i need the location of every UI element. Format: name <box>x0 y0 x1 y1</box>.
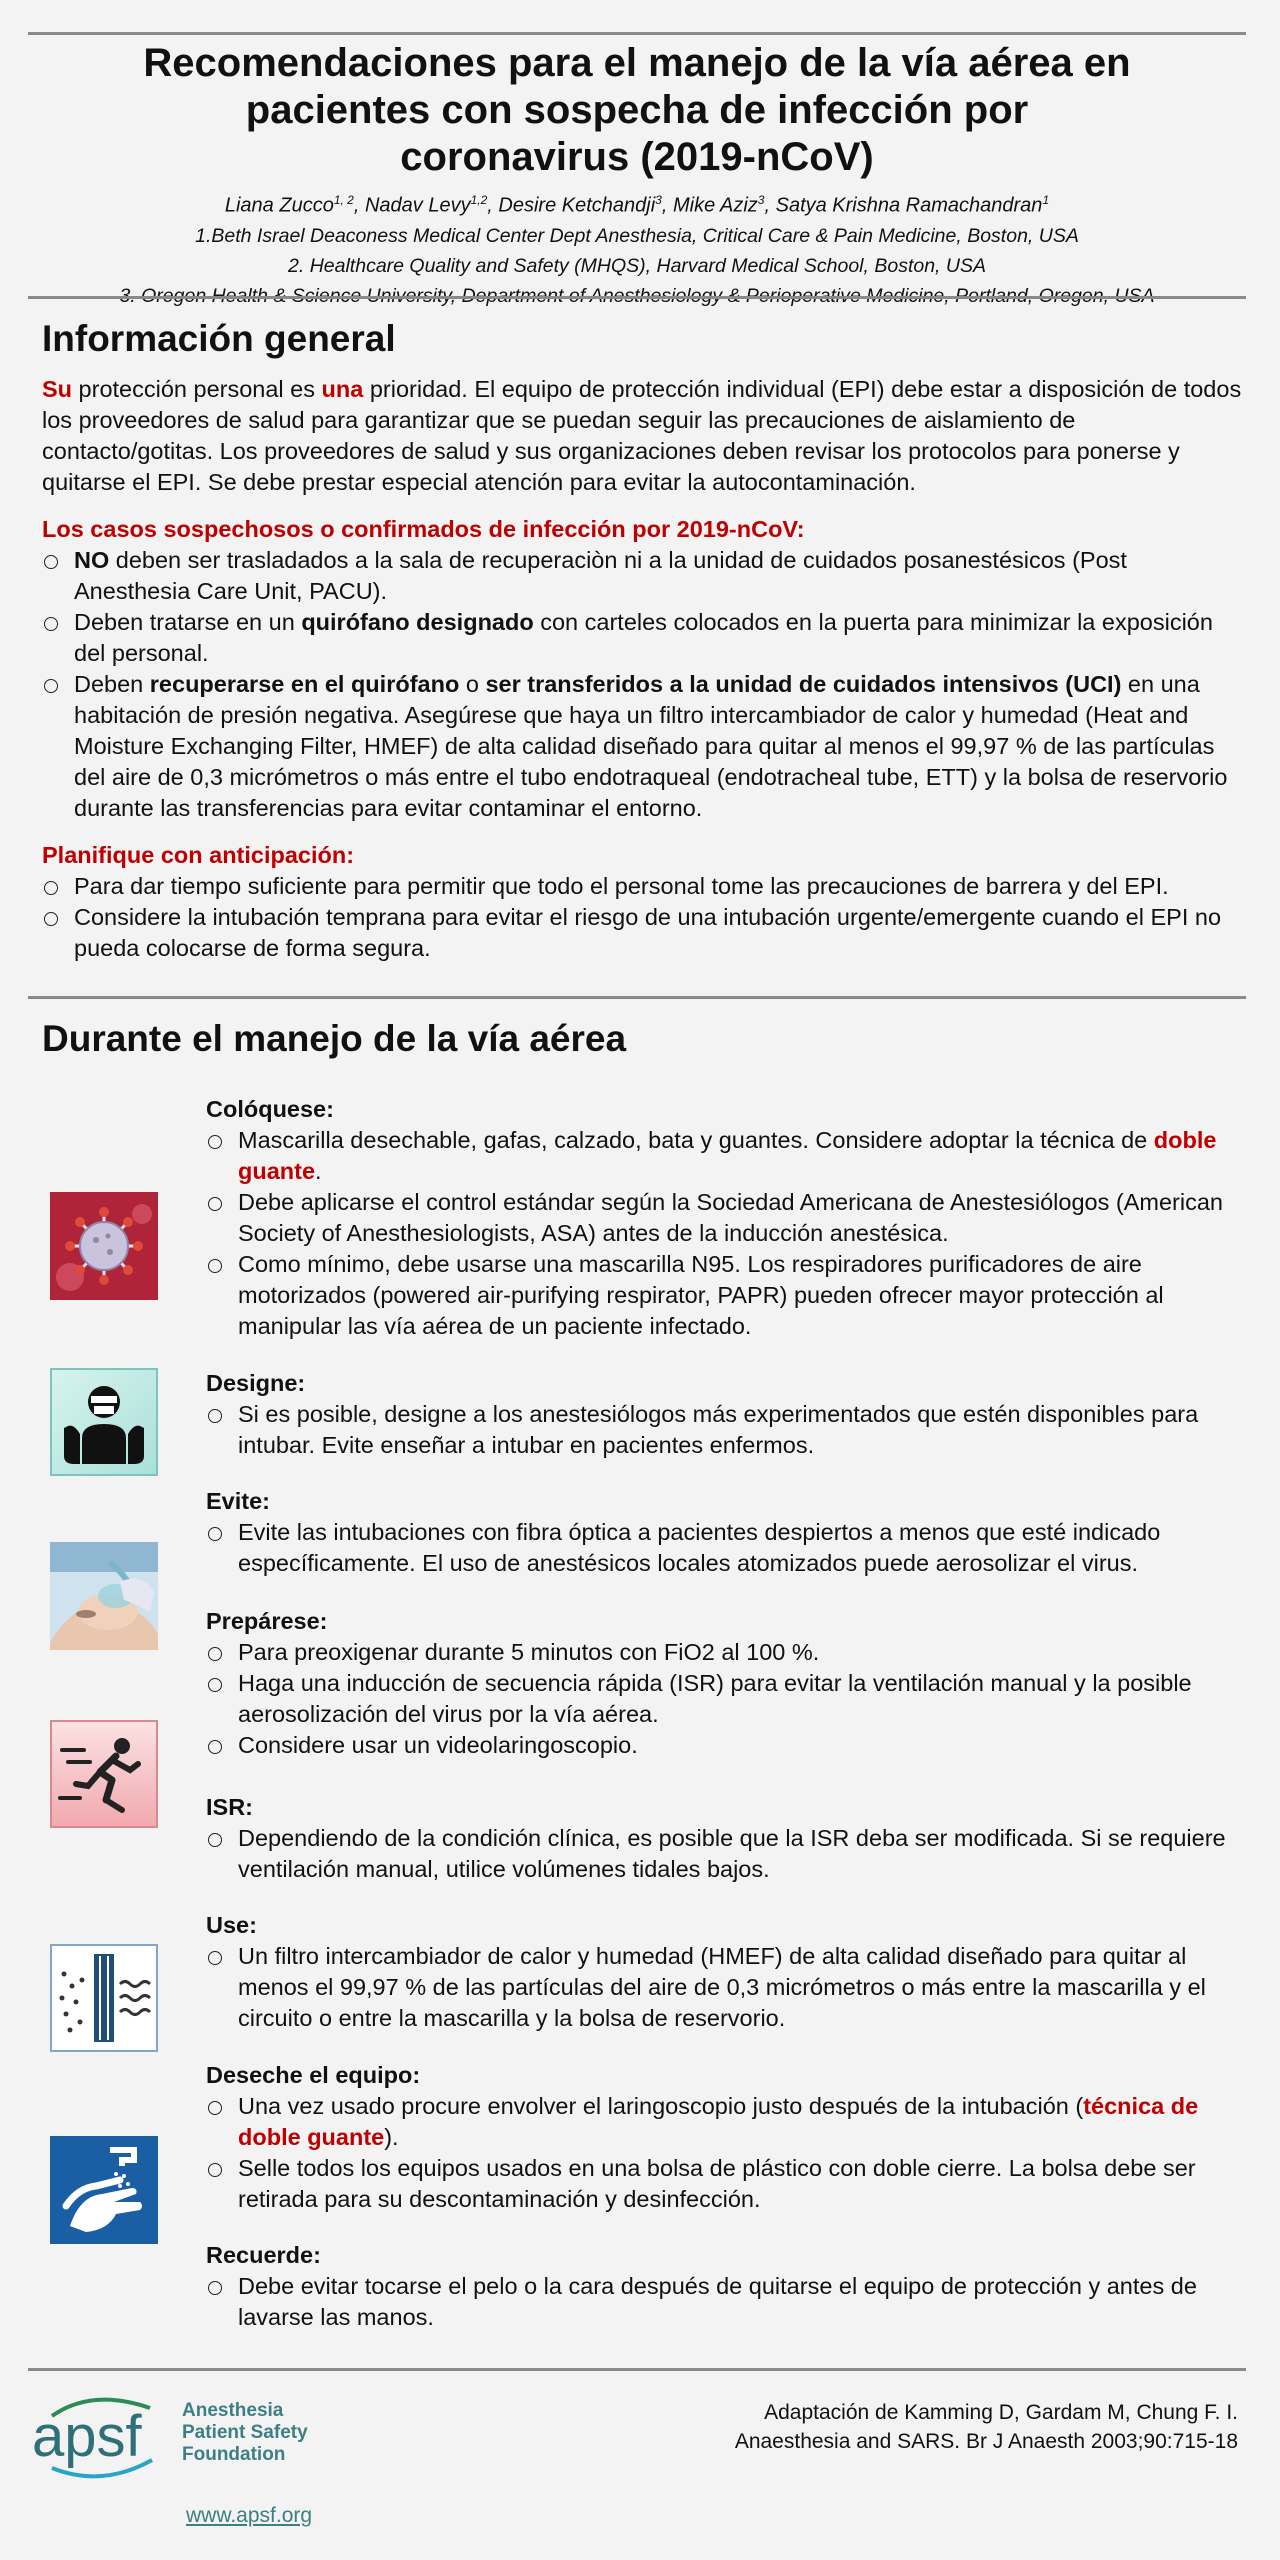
protective-gear-icon <box>50 1368 158 1476</box>
coloquese-heading: Colóquese: <box>206 1096 334 1122</box>
apsf-logo-text: apsf <box>32 2404 142 2469</box>
cases-list <box>42 545 1242 824</box>
list-item: Como mínimo, debe usarse una mascarilla N95. Los respiradores purificadores de aire motorizados (powered air-purifying respirator, PAPR) pueden ofrecer mayor protección al manipular las vía aérea de un paciente infectado. <box>206 1249 1246 1342</box>
designe-heading: Designe: <box>206 1370 306 1396</box>
list-item: Haga una inducción de secuencia rápida (ISR) para evitar la ventilación manual y la posible aerosolización del virus por la vía aérea. <box>206 1668 1246 1730</box>
preparese-heading: Prepárese: <box>206 1608 328 1634</box>
general-intro: Su protección personal es una prioridad. El equipo de protección individual (EPI) debe estar a disposición de todos los proveedores de salud para garantizar que se puedan seguir las precauciones de aislamiento de contacto/gotitas. Los proveedores de salud y sus organizaciones deben revisar los protocolos para ponerse y quitarse el EPI. Se debe prestar especial atención para evitar la autocontaminación. <box>42 376 1242 495</box>
list-item: Considere la intubación temprana para evitar el riesgo de una intubación urgente/emergente cuando el EPI no pueda colocarse de forma segura. <box>42 902 1242 964</box>
recuerde-block <box>206 2240 1246 2333</box>
coronavirus-icon <box>50 1192 158 1300</box>
list-item: Selle todos los equipos usados en una bolsa de plástico con doble cierre. La bolsa debe ser retirada para su descontaminación y desinfección. <box>206 2153 1246 2215</box>
apsf-website-link[interactable]: www.apsf.org <box>186 2504 313 2527</box>
coloquese-block <box>206 1094 1246 1342</box>
list-item: Considere usar un videolaringoscopio. <box>206 1730 1246 1761</box>
intubation-patient-icon <box>50 1542 158 1650</box>
reference: Adaptación de Kamming D, Gardam M, Chung F. I. Anaesthesia and SARS. Br J Anaesth 2003;90:715-18 <box>734 2401 1238 2453</box>
list-item: Deben tratarse en un quirófano designado con carteles colocados en la puerta para minimizar la exposición del personal. <box>42 607 1242 669</box>
evite-heading: Evite: <box>206 1488 270 1514</box>
list-item: Si es posible, designe a los anestesiólogos más experimentados que estén disponibles para intubar. Evite enseñar a intubar en pacientes enfermos. <box>206 1399 1246 1461</box>
list-item: Evite las intubaciones con fibra óptica a pacientes despiertos a menos que esté indicado específicamente. El uso de anestésicos locales atomizados puede aerosolizar el virus. <box>206 1517 1246 1579</box>
authors: Liana Zucco$^{1, 2}$, Nadav Levy$^{1,2}$, Desire Ketchandji$^3$, Mike Aziz$^3$, Satya Krishna Ramachandran$^1$ <box>224 193 1050 217</box>
top-rule <box>28 32 1246 35</box>
coloquese-list <box>206 1125 1246 1342</box>
evite-block <box>206 1486 1246 1579</box>
list-item: Deben recuperarse en el quirófano o ser transferidos a la unidad de cuidados intensivos (UCI) en una habitación de presión negativa. Asegúrese que haya un filtro intercambiador de calor y humedad (Heat and Moisture Exchanging Filter, HMEF) de alta calidad diseñado para quitar al menos el 99,97 % de las partículas del aire de 0,3 micrómetros o más entre el tubo endotraqueal (endotracheal tube, ETT) y la bolsa de reservorio durante las transferencias para evitar contaminar el entorno. <box>42 669 1242 824</box>
affiliation-1: 1.Beth Israel Deaconess Medical Center Dept Anesthesia, Critical Care & Pain Medicine, Boston, USA <box>195 224 1079 247</box>
plan-heading: Planifique con anticipación: <box>42 842 355 868</box>
general-info-section <box>42 316 1242 964</box>
list-item: Para dar tiempo suficiente para permitir que todo el personal tome las precauciones de barrera y del EPI. <box>42 871 1242 902</box>
list-item: Mascarilla desechable, gafas, calzado, bata y guantes. Considere adoptar la técnica de doble guante. <box>206 1125 1246 1187</box>
deseche-heading: Deseche el equipo: <box>206 2062 421 2088</box>
footer-rule <box>28 2368 1246 2371</box>
header-rule <box>28 296 1246 299</box>
designe-list <box>206 1399 1246 1461</box>
use-heading: Use: <box>206 1912 257 1938</box>
designe-block <box>206 1368 1246 1461</box>
list-item: Dependiendo de la condición clínica, es posible que la ISR deba ser modificada. Si se requiere ventilación manual, utilice volúmenes tidales bajos. <box>206 1823 1246 1885</box>
affiliation-2: 2. Healthcare Quality and Safety (MHQS), Harvard Medical School, Boston, USA <box>288 254 986 277</box>
preparese-block <box>206 1606 1246 1761</box>
recuerde-list <box>206 2271 1246 2333</box>
isr-block <box>206 1792 1246 1885</box>
preparese-list <box>206 1637 1246 1761</box>
list-item: NO deben ser trasladados a la sala de recuperaciòn ni a la unidad de cuidados posanestésicos (Post Anesthesia Care Unit, PACU). <box>42 545 1242 607</box>
hand-washing-icon <box>50 2136 158 2244</box>
plan-list <box>42 871 1242 964</box>
general-info-heading: Información general <box>42 318 396 359</box>
isr-heading: ISR: <box>206 1794 253 1820</box>
evite-list <box>206 1517 1246 1579</box>
list-item: Debe evitar tocarse el pelo o la cara después de quitarse el equipo de protección y antes de lavarse las manos. <box>206 2271 1246 2333</box>
deseche-list <box>206 2091 1246 2215</box>
use-block <box>206 1910 1246 2034</box>
isr-list <box>206 1823 1246 1885</box>
running-person-icon <box>50 1720 158 1828</box>
list-item: Un filtro intercambiador de calor y humedad (HMEF) de alta calidad diseñado para quitar al menos el 99,97 % de las partículas del aire de 0,3 micrómetros o más entre la mascarilla y el circuito o entre la mascarilla y la bolsa de reservorio. <box>206 1941 1246 2034</box>
hmef-filter-icon <box>50 1944 158 2052</box>
airway-heading-wrap <box>42 1016 1242 1074</box>
apsf-logo <box>32 2390 362 2480</box>
use-list <box>206 1941 1246 2034</box>
list-item: Debe aplicarse el control estándar según la Sociedad Americana de Anestesiólogos (American Society of Anesthesiologists, ASA) antes de la inducción anestésica. <box>206 1187 1246 1249</box>
cases-heading: Los casos sospechosos o confirmados de infección por 2019-nCoV: <box>42 516 805 542</box>
list-item: Para preoxigenar durante 5 minutos con FiO2 al 100 %. <box>206 1637 1246 1668</box>
apsf-org-name: Anesthesia Patient Safety Foundation <box>182 2400 308 2465</box>
poster-title: Recomendaciones para el manejo de la vía aérea en pacientes con sospecha de infección por coronavirus (2019-nCoV) <box>143 41 1131 179</box>
section-rule <box>28 996 1246 999</box>
deseche-block <box>206 2060 1246 2215</box>
airway-heading: Durante el manejo de la vía aérea <box>42 1018 627 1059</box>
poster-header <box>28 40 1246 311</box>
recuerde-heading: Recuerde: <box>206 2242 321 2268</box>
list-item: Una vez usado procure envolver el laringoscopio justo después de la intubación (técnica de doble guante). <box>206 2091 1246 2153</box>
